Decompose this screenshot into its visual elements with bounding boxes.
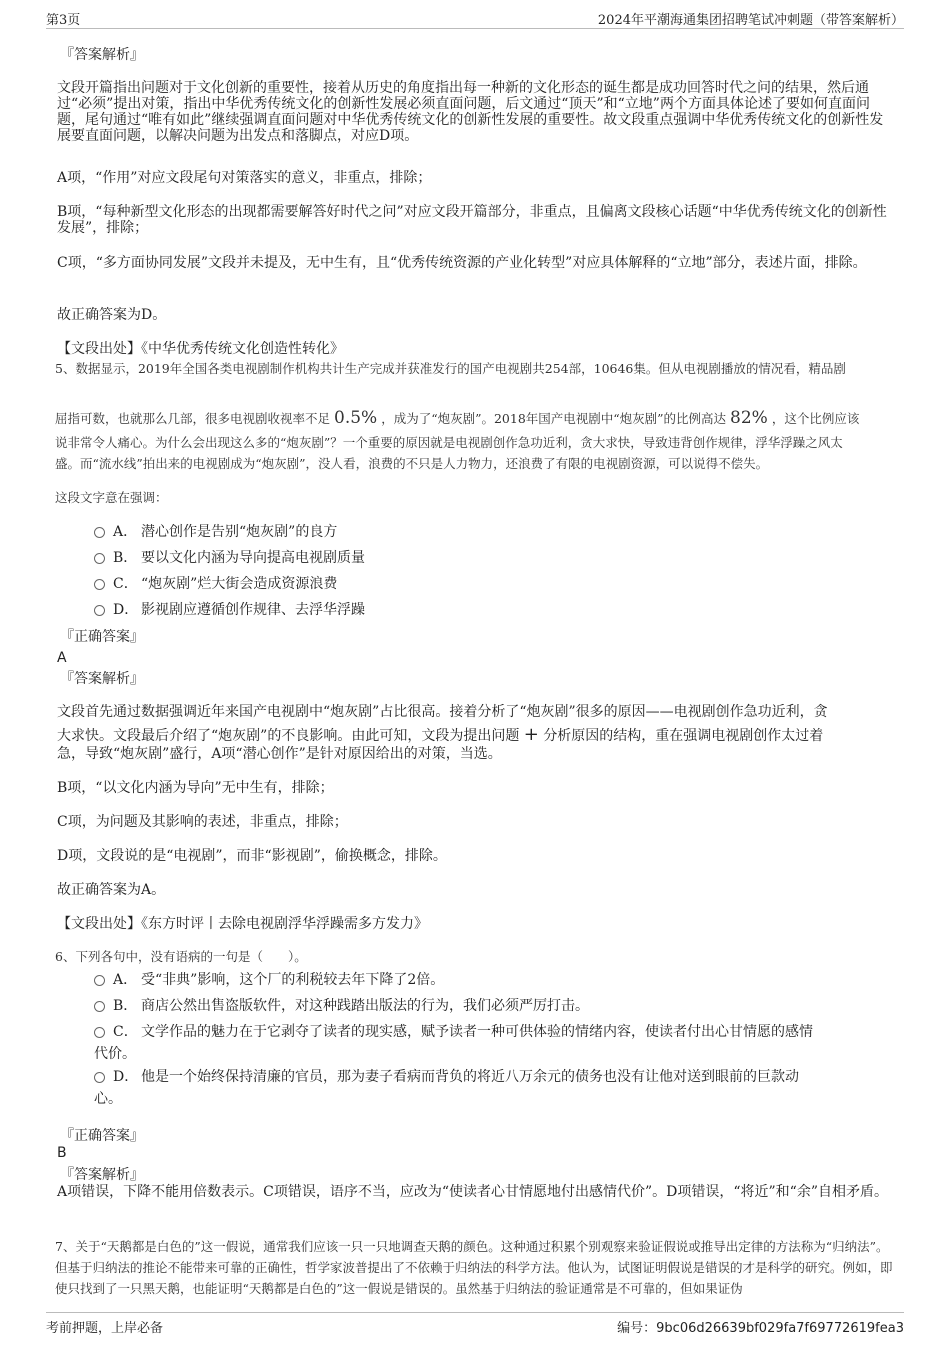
option-letter: A． — [113, 972, 138, 988]
q6-option-a[interactable] — [94, 969, 894, 991]
q5-conclusion: 故正确答案为A。 — [57, 882, 166, 898]
q6-option-d[interactable] — [94, 1066, 894, 1110]
q4-analysis-label: 『答案解析』 — [60, 47, 144, 63]
q6-analysis-label: 『答案解析』 — [60, 1167, 144, 1183]
radio-icon[interactable] — [94, 553, 105, 564]
q5-answer-label: 『正确答案』 — [60, 629, 144, 645]
document-code — [617, 1317, 904, 1336]
q5-math-percent-1: 0.5% — [334, 408, 378, 428]
radio-icon[interactable] — [94, 1001, 105, 1012]
option-text-continued: 心。 — [94, 1091, 122, 1107]
q4-analysis-paragraph: 文段开篇指出问题对于文化创新的重要性，接着从历史的角度指出每一种新的文化形态的诞生都是成功回答时代之问的结果，然后通过“必须”提出对策，指出中华优秀传统文化的创新性发展必须直面问题，后文通过“顶天”和“立地”两个方面具体论述了要如何直面问题，尾句通过“唯有如此”继续强调直面问题对中华优秀传统文化的创新性发展的重要性。故文段重点强调中华优秀传统文化的创新性发展要直面问题，以解决问题为出发点和落脚点，对应D项。 — [57, 80, 884, 144]
page-header — [46, 0, 904, 29]
option-letter: B． — [113, 998, 138, 1014]
code-value: 9bc06d26639bf029fa7f69772619fea3 — [656, 1321, 904, 1336]
q5-option-b[interactable] — [94, 547, 894, 569]
q5-analysis-option-d: D项，文段说的是“电视剧”，而非“影视剧”，偷换概念，排除。 — [57, 848, 447, 864]
q5-analysis-option-b: B项，“以文化内涵为导向”无中生有，排除； — [57, 780, 334, 796]
option-text: 文学作品的魅力在于它剥夺了读者的现实感，赋予读者一种可供体验的情绪内容，使读者付出心甘情愿的感情 — [141, 1024, 813, 1040]
q6-analysis: A项错误，下降不能用倍数表示。C项错误，语序不当，应改为“使读者心甘情愿地付出感情代价”。D项错误，“将近”和“余”自相矛盾。 — [57, 1184, 888, 1200]
q5-analysis-line-1: 文段首先通过数据强调近年来国产电视剧中“炮灰剧”占比很高。接着分析了“炮灰剧”很多的原因——电视剧创作急功近利，贪 — [57, 704, 828, 720]
option-text-continued: 代价。 — [94, 1046, 136, 1062]
option-text: 他是一个始终保持清廉的官员，那为妻子看病而背负的将近八万余元的债务也没有让他对送到眼前的巨款动 — [141, 1069, 799, 1085]
q5-option-d[interactable] — [94, 599, 894, 621]
option-text: 要以文化内涵为导向提高电视剧质量 — [141, 550, 365, 566]
q5-math-percent-2: 82% — [730, 408, 768, 428]
q5-analysis-line-3: 急，导致“炮灰剧”盛行，A项“潜心创作”是针对原因给出的对策，当选。 — [57, 746, 502, 762]
code-label: 编号： — [617, 1321, 657, 1336]
q5-source: 【文段出处】《东方时评丨去除电视剧浮华浮躁需多方发力》 — [57, 916, 428, 932]
analysis-text: 分析原因的结构，重在强调电视剧创作太过着 — [543, 728, 824, 744]
option-text: 商店公然出售盗版软件，对这种践踏出版法的行为，我们必须严厉打击。 — [141, 998, 589, 1014]
option-text: 潜心创作是告别“炮灰剧”的良方 — [141, 524, 338, 540]
document-title: 2024年平潮海通集团招聘笔试冲刺题（带答案解析） — [597, 13, 904, 28]
q4-conclusion: 故正确答案为D。 — [57, 307, 167, 323]
q7-stem: 7、关于“天鹅都是白色的”这一假说，通常我们应该一只一只地调查天鹅的颜色。这种通过积累个别观察来验证假说或推导出定律的方法称为“归纳法”。但基于归纳法的推论不能带来可靠的正确性，哲学家波普提出了不依赖于归纳法的科学方法。他认为，试图证明假说是错误的才是科学的研究。例如，即使只找到了一只黑天鹅，也能证明“天鹅都是白色的”这一假说是错误的。虽然基于归纳法的验证通常是不可靠的，但如果证伪 — [55, 1239, 893, 1296]
radio-icon[interactable] — [94, 1027, 105, 1038]
q5-stem-text: 屈指可数，也就那么几部，很多电视剧收视率不足 — [55, 411, 331, 426]
radio-icon[interactable] — [94, 579, 105, 590]
q5-stem-line-3: 说非常令人痛心。为什么会出现这么多的“炮灰剧”？一个重要的原因就是电视剧创作急功近利，贪大求快，导致违背创作规律，浮华浮躁之风太 — [55, 435, 843, 450]
q5-analysis-line-2 — [57, 724, 893, 745]
q4-analysis-option-a: A项，“作用”对应文段尾句对策落实的意义，非重点，排除； — [57, 170, 432, 186]
q5-prompt: 这段文字意在强调： — [55, 490, 168, 505]
option-text: “炮灰剧”烂大街会造成资源浪费 — [141, 576, 338, 592]
q4-analysis-option-b: B项，“每种新型文化形态的出现都需要解答好时代之问”对应文段开篇部分，非重点，且偏离文段核心话题“中华优秀传统文化的创新性发展”，排除； — [57, 204, 887, 236]
q5-stem-text: ，成为了“炮灰剧”。2018年国产电视剧中“炮灰剧”的比例高达 — [381, 411, 727, 426]
q6-stem: 6、下列各句中，没有语病的一句是（ ）。 — [55, 949, 307, 964]
q5-answer: A — [57, 650, 67, 666]
q4-analysis-option-c: C项，“多方面协同发展”文段并未提及，无中生有，且“优秀传统资源的产业化转型”对应具体解释的“立地”部分，表述片面，排除。 — [57, 255, 867, 271]
radio-icon[interactable] — [94, 527, 105, 538]
q5-stem-text: ，这个比例应该 — [771, 411, 860, 426]
option-letter: C． — [113, 576, 138, 592]
q5-analysis-label: 『答案解析』 — [60, 671, 144, 687]
q4-source: 【文段出处】《中华优秀传统文化创造性转化》 — [57, 341, 344, 357]
q6-option-c[interactable] — [94, 1021, 894, 1065]
q5-option-c[interactable] — [94, 573, 894, 595]
option-text: 受“非典”影响，这个厂的利税较去年下降了2倍。 — [141, 972, 445, 988]
q6-answer: B — [57, 1145, 67, 1161]
footer-slogan: 考前押题，上岸必备 — [46, 1321, 164, 1336]
option-text: 影视剧应遵循创作规律、去浮华浮躁 — [141, 602, 365, 618]
option-letter: D． — [113, 1069, 139, 1085]
plus-symbol: + — [523, 724, 539, 745]
option-letter: D． — [113, 602, 139, 618]
analysis-text: 大求快。文段最后介绍了“炮灰剧”的不良影响。由此可知，文段为提出问题 — [57, 728, 520, 744]
option-letter: A． — [113, 524, 138, 540]
radio-icon[interactable] — [94, 975, 105, 986]
q5-stem-line-1: 5、数据显示，2019年全国各类电视剧制作机构共计生产完成并获准发行的国产电视剧共254部，10646集。但从电视剧播放的情况看，精品剧 — [55, 361, 846, 376]
radio-icon[interactable] — [94, 605, 105, 616]
page-number: 第3页 — [46, 13, 81, 28]
page-footer — [46, 1312, 904, 1341]
option-letter: C． — [113, 1024, 138, 1040]
radio-icon[interactable] — [94, 1072, 105, 1083]
q5-stem-line-4: 盛。而“流水线”拍出来的电视剧成为“炮灰剧”，没人看，浪费的不只是人力物力，还浪费了有限的电视剧资源，可以说得不偿失。 — [55, 456, 769, 471]
q5-stem-line-2 — [55, 407, 895, 430]
q6-option-b[interactable] — [94, 995, 894, 1017]
q5-option-a[interactable] — [94, 521, 894, 543]
option-letter: B． — [113, 550, 138, 566]
q5-analysis-option-c: C项，为问题及其影响的表述，非重点，排除； — [57, 814, 348, 830]
q6-answer-label: 『正确答案』 — [60, 1128, 144, 1144]
